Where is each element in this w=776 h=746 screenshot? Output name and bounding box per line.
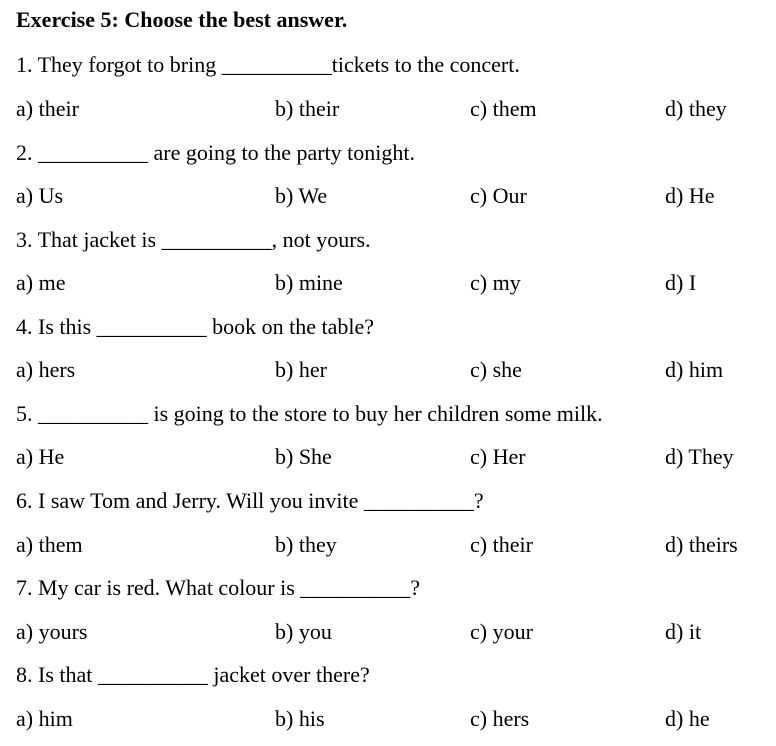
question-2-option-c: c) Our (470, 183, 527, 208)
question-5-option-b: b) She (275, 444, 332, 469)
question-3-option-b: b) mine (275, 270, 343, 295)
question-4-option-d: d) him (665, 357, 724, 382)
question-5-option-a: a) He (16, 444, 65, 469)
question-3-option-a: a) me (16, 270, 66, 295)
question-4-option-c: c) she (470, 357, 522, 382)
question-3-text: 3. That jacket is __________, not yours. (16, 227, 371, 252)
question-2-option-a: a) Us (16, 183, 64, 208)
question-8-option-d: d) he (665, 706, 710, 731)
question-5-option-d: d) They (665, 444, 734, 469)
question-1-option-b: b) their (275, 96, 340, 121)
question-7-option-d: d) it (665, 619, 702, 644)
question-3-option-d: d) I (665, 270, 697, 295)
question-1-option-a: a) their (16, 96, 79, 121)
question-2-text: 2. __________ are going to the party tonight. (16, 140, 415, 165)
question-6-option-c: c) their (470, 532, 533, 557)
question-6-option-b: b) they (275, 532, 337, 557)
exercise-title: Exercise 5: Choose the best answer. (16, 7, 348, 32)
question-4-option-b: b) her (275, 357, 327, 382)
question-6-text: 6. I saw Tom and Jerry. Will you invite __________? (16, 488, 484, 513)
question-2-option-d: d) He (665, 183, 715, 208)
question-7-option-c: c) your (470, 619, 533, 644)
question-8-text: 8. Is that __________ jacket over there? (16, 662, 370, 687)
question-2-option-b: b) We (275, 183, 328, 208)
question-1-text: 1. They forgot to bring __________tickets to the concert. (16, 52, 520, 77)
question-4-option-a: a) hers (16, 357, 76, 382)
question-7-option-b: b) you (275, 619, 332, 644)
question-1-option-c: c) them (470, 96, 537, 121)
question-7-text: 7. My car is red. What colour is __________? (16, 575, 421, 600)
question-6-option-d: d) theirs (665, 532, 738, 557)
question-1-option-d: d) they (665, 96, 727, 121)
question-8-option-a: a) him (16, 706, 73, 731)
question-5-option-c: c) Her (470, 444, 526, 469)
question-6-option-a: a) them (16, 532, 83, 557)
question-8-option-b: b) his (275, 706, 325, 731)
question-7-option-a: a) yours (16, 619, 88, 644)
question-4-text: 4. Is this __________ book on the table? (16, 314, 375, 339)
question-8-option-c: c) hers (470, 706, 530, 731)
question-5-text: 5. __________ is going to the store to buy her children some milk. (16, 401, 603, 426)
question-3-option-c: c) my (470, 270, 521, 295)
